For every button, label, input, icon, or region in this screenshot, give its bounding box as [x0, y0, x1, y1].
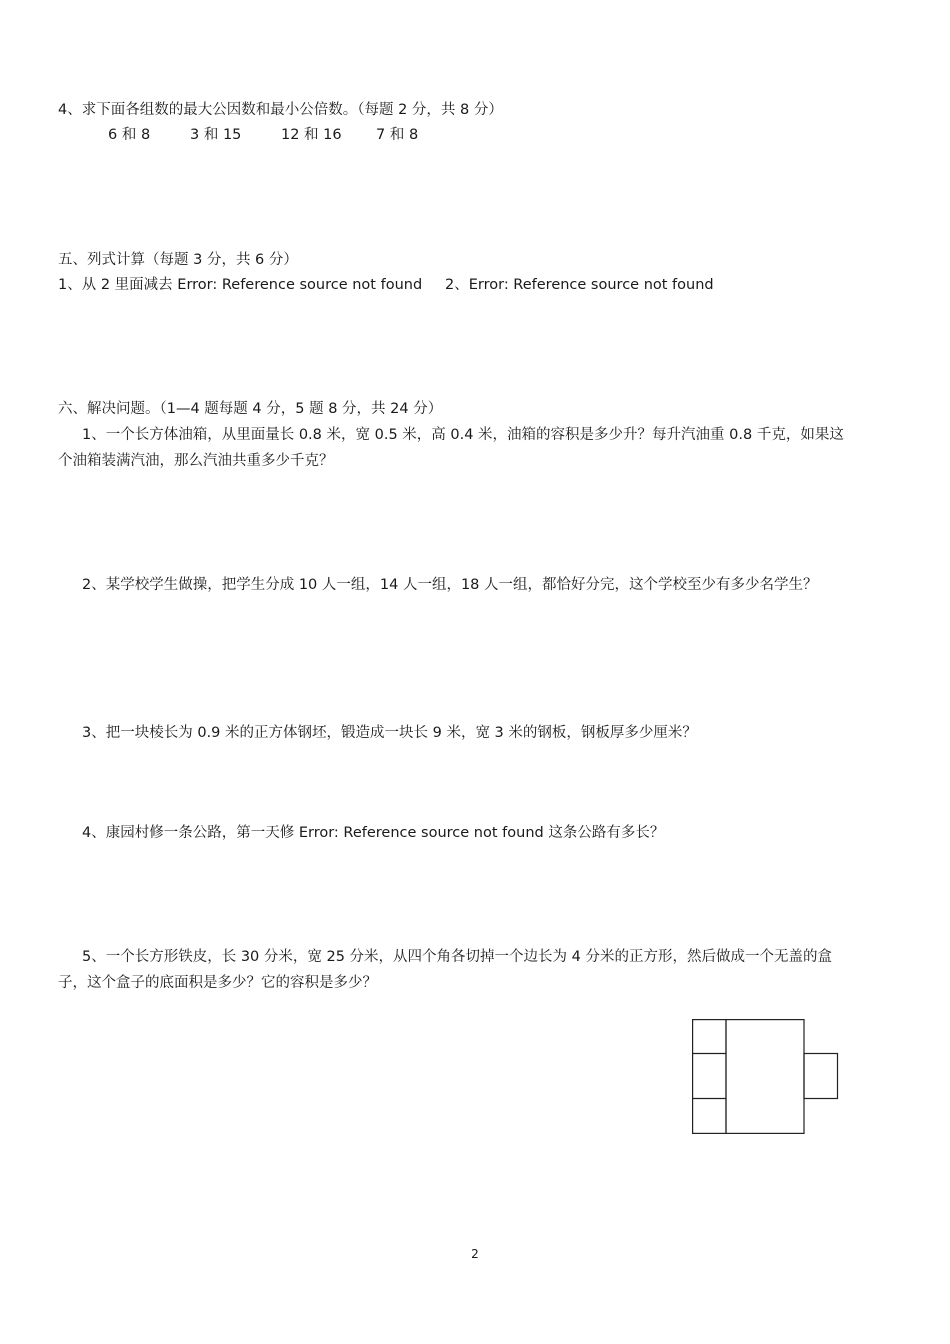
- section5-title: 五、列式计算（每题 3 分，共 6 分）: [58, 252, 298, 268]
- pair-item: 7 和 8: [376, 127, 419, 143]
- problem-1-line-2: 个油箱装满汽油，那么汽油共重多少千克？: [58, 453, 334, 469]
- section6-title: 六、解决问题。（1—4 题每题 4 分，5 题 8 分，共 24 分）: [58, 401, 443, 417]
- box-net-figure: [692, 1019, 839, 1134]
- problem-5-line-1: 5、一个长方形铁皮，长 30 分米，宽 25 分米，从四个角各切掉一个边长为 4 分米的正方形，然后做成一个无盖的盒: [82, 949, 833, 965]
- section5-item-2: 2、Error: Reference source not found: [445, 277, 714, 293]
- problem-2: 2、某学校学生做操，把学生分成 10 人一组，14 人一组，18 人一组，都恰好分完，这个学校至少有多少名学生？: [82, 577, 818, 593]
- pair-item: 12 和 16: [281, 127, 342, 143]
- problem-4: 4、康园村修一条公路，第一天修 Error: Reference source not found 这条公路有多长？: [82, 825, 665, 841]
- section5-item-1: 1、从 2 里面减去 Error: Reference source not found: [58, 277, 423, 293]
- net-right-flap: [804, 1054, 838, 1099]
- net-left-strip: [693, 1020, 726, 1134]
- pair-item: 3 和 15: [190, 127, 242, 143]
- problem-1-line-1: 1、一个长方体油箱，从里面量长 0.8 米，宽 0.5 米，高 0.4 米，油箱的容积是多少升？每升汽油重 0.8 千克，如果这: [82, 427, 844, 443]
- q4-title: 4、求下面各组数的最大公因数和最小公倍数。（每题 2 分，共 8 分）: [58, 102, 503, 118]
- net-main-rect: [726, 1020, 804, 1134]
- problem-5-line-2: 子，这个盒子的底面积是多少？它的容积是多少？: [58, 975, 377, 991]
- q4-number-pairs: [108, 125, 418, 145]
- page-number: 2: [471, 1247, 479, 1261]
- problem-3: 3、把一块棱长为 0.9 米的正方体钢坯，锻造成一块长 9 米，宽 3 米的钢板，钢板厚多少厘米？: [82, 725, 697, 741]
- pair-item: 6 和 8: [108, 127, 151, 143]
